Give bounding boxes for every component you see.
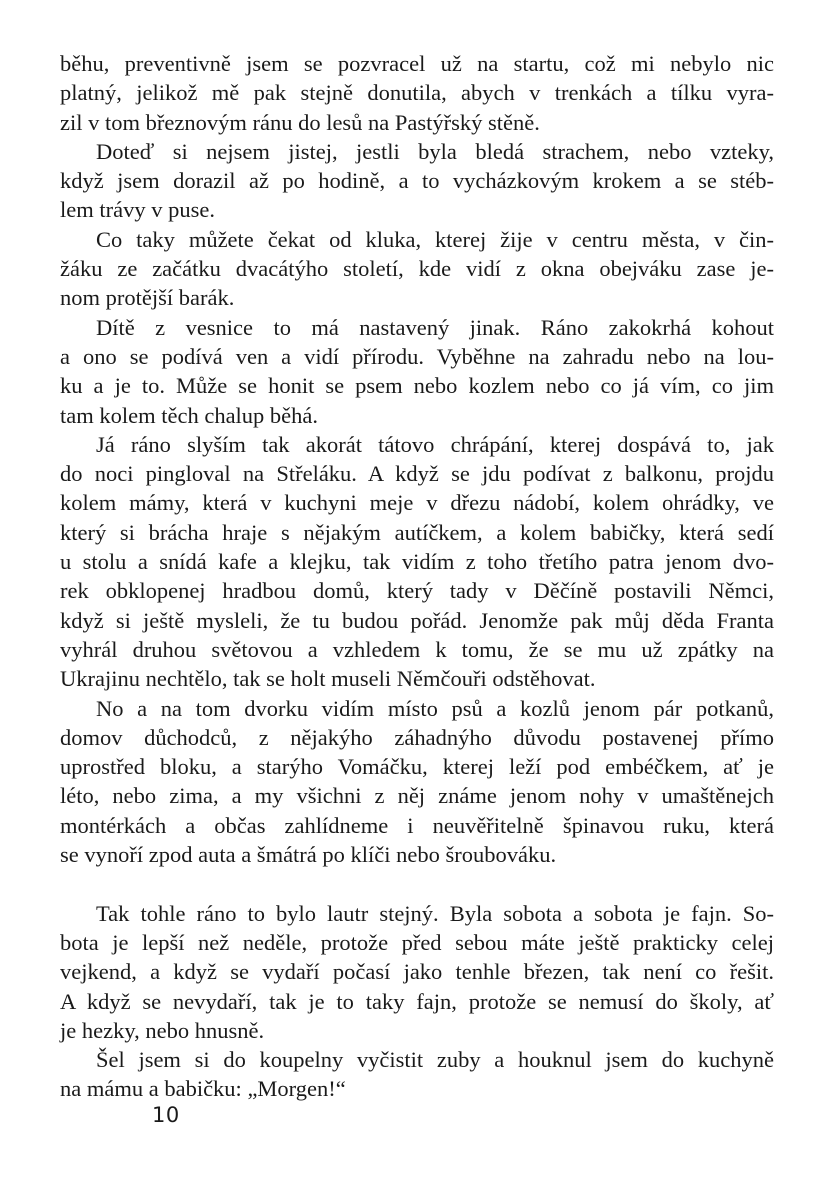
text-line: uprostřed bloku, a starýho Vomáčku, kterej leží pod embéčkem, ať je [60,754,774,780]
text-line: a ono se podívá ven a vidí přírodu. Vyběhne na zahradu nebo na lou- [60,343,774,369]
text-line: Ukrajinu nechtělo, tak se holt museli Němčouři odstěhovat. [60,666,596,692]
text-line: nom protější barák. [60,285,235,311]
paragraph-6 [60,694,774,870]
paragraph-4 [60,313,774,430]
text-line: ku a je to. Může se honit se psem nebo kozlem nebo co já vím, co jim [60,373,774,399]
text-line: Já ráno slyším tak akorát tátovo chrápání, kterej dospává to, jak [96,431,774,457]
body-text [60,49,774,1104]
paragraph-2 [60,137,774,225]
text-line: Doteď si nejsem jistej, jestli byla bledá strachem, nebo vzteky, [96,138,774,164]
text-line: platný, jelikož mě pak stejně donutila, abych v trenkách a tílku vyra- [60,80,774,106]
text-line: na mámu a babičku: „Morgen!“ [60,1076,346,1102]
text-line: do noci pingloval na Střeláku. A když se jdu podívat z balkonu, projdu [60,461,774,487]
text-line: je hezky, nebo hnusně. [60,1017,265,1043]
text-line: No a na tom dvorku vidím místo psů a kozlů jenom pár potkanů, [96,695,774,721]
text-line: bota je lepší než neděle, protože před sebou máte ještě prakticky celej [60,929,774,955]
text-line: domov důchodců, z nějakýho záhadnýho důvodu postavenej přímo [60,724,774,750]
paragraph-5 [60,430,774,694]
paragraph-1 [60,49,774,137]
text-line: zil v tom březnovým ránu do lesů na Pastýřský stěně. [60,109,540,135]
text-line: který si brácha hraje s nějakým autíčkem, a kolem babičky, která sedí [60,519,774,545]
text-line: tam kolem těch chalup běhá. [60,402,319,428]
text-line: Tak tohle ráno to bylo lautr stejný. Byla sobota a sobota je fajn. So- [96,900,774,926]
text-line: žáku ze začátku dvacátýho století, kde vidí z okna obejváku zase je- [60,256,774,282]
text-line: Co taky můžete čekat od kluka, kterej žije v centru města, v čin- [96,226,774,252]
text-line: rek obklopenej hradbou domů, který tady v Děčíně postavili Němci, [60,578,774,604]
paragraph-3 [60,225,774,313]
text-line: Dítě z vesnice to má nastavený jinak. Ráno zakokrhá kohout [96,314,774,340]
paragraph-7 [60,899,774,1045]
text-line: lem trávy v puse. [60,197,215,223]
text-line: když si ještě mysleli, že tu budou pořád. Jenomže pak můj děda Franta [60,607,774,633]
text-line: když jsem dorazil až po hodině, a to vycházkovým krokem a se stéb- [60,168,774,194]
text-line: se vynoří zpod auta a šmátrá po klíči nebo šroubováku. [60,842,557,868]
text-line: u stolu a snídá kafe a klejku, tak vidím z toho třetího patra jenom dvo- [60,549,774,575]
text-line: vyhrál druhou světovou a vzhledem k tomu, že se mu už zpátky na [60,636,774,662]
page-number: 10 [152,1103,180,1127]
text-line: montérkách a občas zahlídneme i neuvěřitelně špinavou ruku, která [60,812,774,838]
section-break [60,869,774,898]
paragraph-8 [60,1045,774,1104]
text-line: léto, nebo zima, a my všichni z něj známe jenom nohy v umaštěnejch [60,783,774,809]
text-line: běhu, preventivně jsem se pozvracel už na startu, což mi nebylo nic [60,51,774,76]
text-line: A když se nevydaří, tak je to taky fajn, protože se nemusí do školy, ať [60,988,774,1014]
text-line: kolem mámy, která v kuchyni meje v dřezu nádobí, kolem ohrádky, ve [60,490,774,516]
text-line: vejkend, a když se vydaří počasí jako tenhle březen, tak není co řešit. [60,959,774,985]
text-line: Šel jsem si do koupelny vyčistit zuby a houknul jsem do kuchyně [96,1047,774,1073]
